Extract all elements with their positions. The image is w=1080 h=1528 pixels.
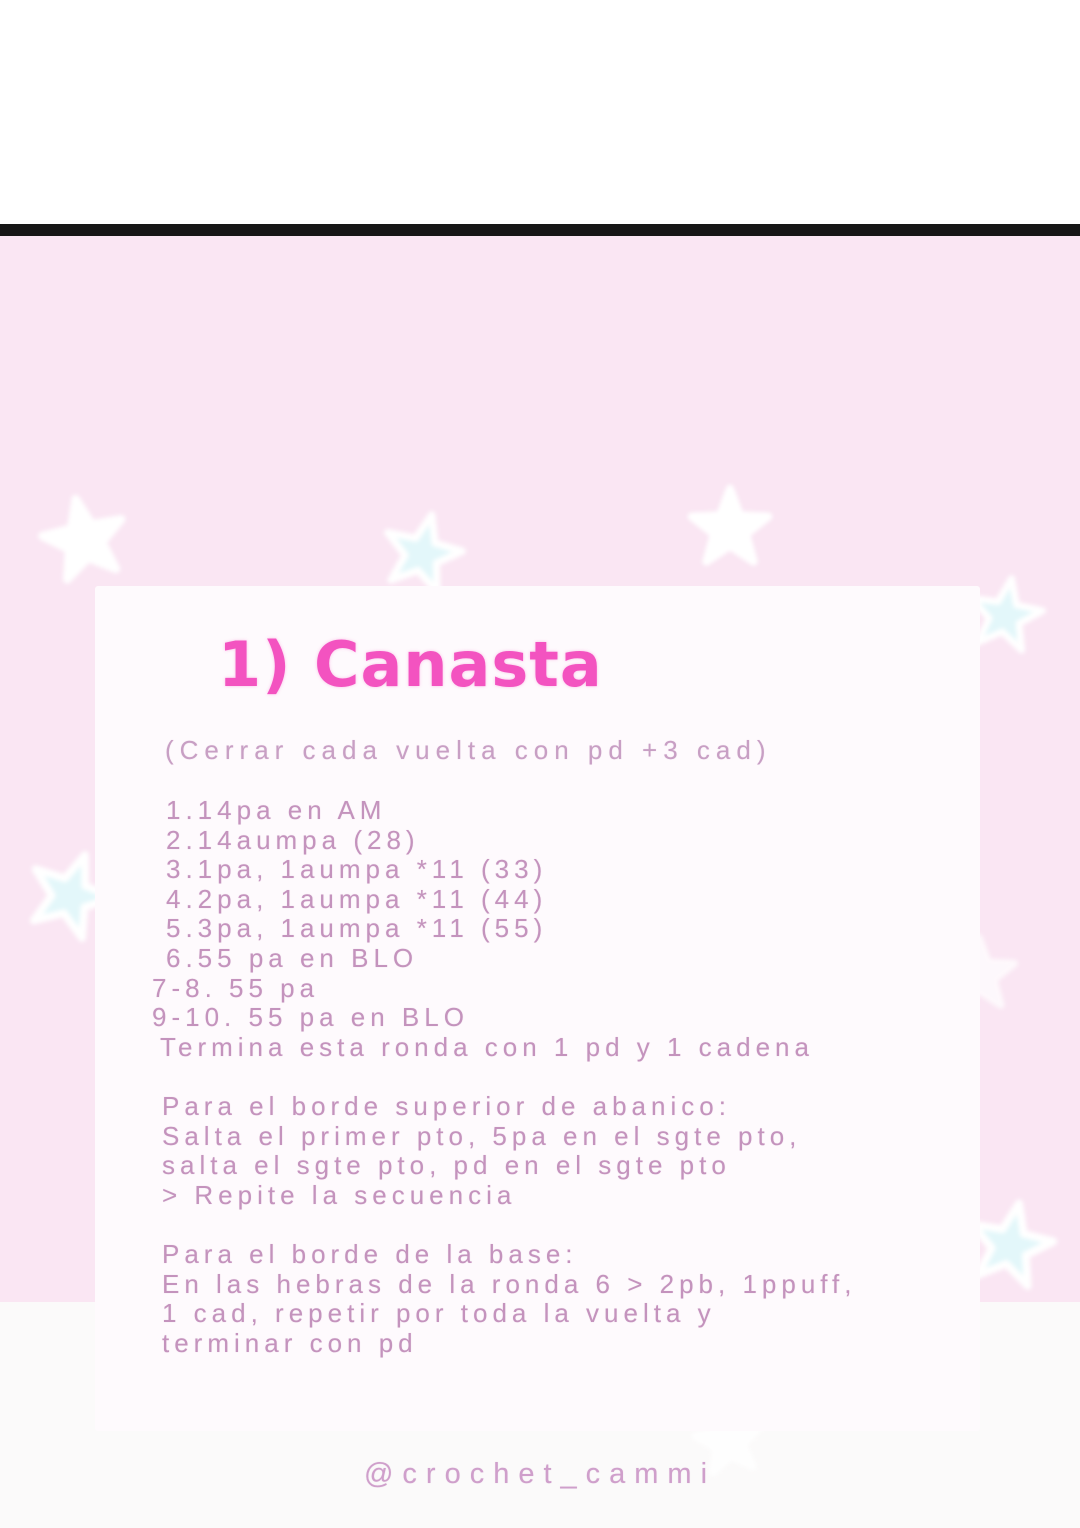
section-line: 1 cad, repetir por toda la vuelta y: [162, 1298, 716, 1329]
section-heading: Para el borde de la base:: [162, 1239, 578, 1269]
round-line: 5.3pa, 1aumpa *11 (55): [166, 913, 548, 944]
round-line: 2.14aumpa (28): [166, 824, 420, 855]
rounds-list: [152, 796, 814, 1062]
round-line: 7-8. 55 pa: [152, 972, 320, 1003]
section-line: Salta el primer pto, 5pa en el sgte pto,: [162, 1120, 802, 1151]
white-star-icon: [22, 478, 147, 603]
round-line: 1.14pa en AM: [166, 795, 387, 825]
round-line: Termina esta ronda con 1 pd y 1 cadena: [160, 1031, 814, 1062]
round-line: 4.2pa, 1aumpa *11 (44): [166, 883, 548, 914]
top-white-band: [0, 0, 1080, 224]
pattern-note: (Cerrar cada vuelta con pd +3 cad): [165, 735, 772, 765]
fan-border-section: [162, 1092, 801, 1210]
section-line: terminar con pd: [162, 1327, 418, 1358]
base-border-section: [162, 1240, 857, 1358]
round-line: 6.55 pa en BLO: [166, 942, 419, 973]
pink-background: [0, 236, 1080, 1490]
section-heading: Para el borde superior de abanico:: [162, 1091, 731, 1121]
section-line: salta el sgte pto, pd en el sgte pto: [162, 1150, 731, 1181]
pattern-title: 1) Canasta: [218, 628, 603, 701]
pattern-card: [95, 586, 980, 1431]
white-star-icon: [680, 479, 780, 579]
social-handle: @crochet_cammi: [363, 1458, 717, 1490]
round-line: 9-10. 55 pa en BLO: [152, 1002, 469, 1033]
section-line: En las hebras de la ronda 6 > 2pb, 1ppuff,: [162, 1268, 857, 1299]
round-line: 3.1pa, 1aumpa *11 (33): [166, 854, 548, 885]
black-divider-bar: [0, 224, 1080, 236]
section-line: > Repite la secuencia: [162, 1179, 517, 1210]
